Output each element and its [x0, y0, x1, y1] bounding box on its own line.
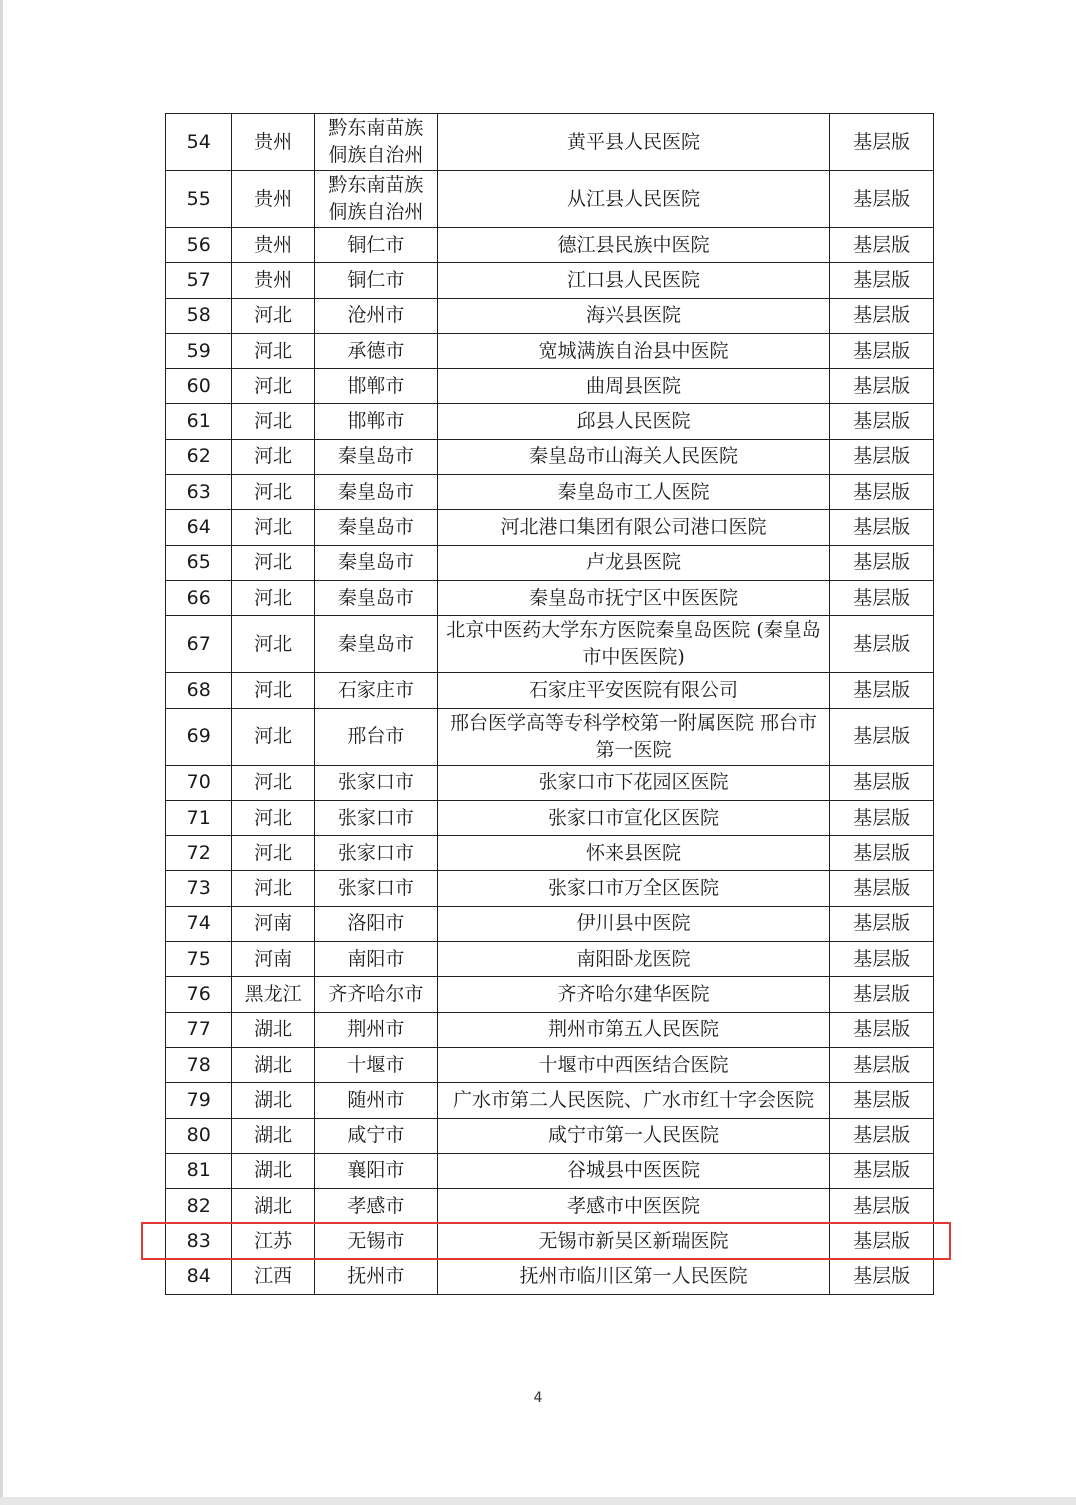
hospital-cell: 秦皇岛市山海关人民医院 — [437, 439, 830, 474]
province-cell: 河南 — [232, 906, 315, 941]
version-cell: 基层版 — [830, 673, 934, 708]
table-row — [166, 510, 934, 545]
hospital-cell: 张家口市下花园区医院 — [437, 765, 830, 800]
province-cell: 河北 — [232, 369, 315, 404]
city-cell: 孝感市 — [314, 1189, 437, 1224]
city-cell: 齐齐哈尔市 — [314, 977, 437, 1012]
hospital-cell: 无锡市新吴区新瑞医院 — [437, 1224, 830, 1259]
table-body — [166, 114, 934, 1295]
row-number: 81 — [166, 1153, 232, 1188]
table-row — [166, 1259, 934, 1294]
version-cell: 基层版 — [830, 263, 934, 298]
table-row — [166, 475, 934, 510]
table-row — [166, 1083, 934, 1118]
row-number: 72 — [166, 836, 232, 871]
city-cell: 随州市 — [314, 1083, 437, 1118]
province-cell: 河北 — [232, 765, 315, 800]
row-number: 54 — [166, 114, 232, 171]
version-cell: 基层版 — [830, 1153, 934, 1188]
province-cell: 湖北 — [232, 1189, 315, 1224]
city-cell: 秦皇岛市 — [314, 616, 437, 673]
version-cell: 基层版 — [830, 906, 934, 941]
city-cell: 张家口市 — [314, 765, 437, 800]
city-cell: 秦皇岛市 — [314, 510, 437, 545]
table-row — [166, 1153, 934, 1188]
version-cell: 基层版 — [830, 404, 934, 439]
highlight-box — [141, 1222, 951, 1260]
city-cell: 荆州市 — [314, 1012, 437, 1047]
table-row — [166, 836, 934, 871]
table-row — [166, 708, 934, 765]
city-cell: 南阳市 — [314, 942, 437, 977]
hospital-cell: 邢台医学高等专科学校第一附属医院 邢台市第一医院 — [437, 708, 830, 765]
row-number: 60 — [166, 369, 232, 404]
province-cell: 河北 — [232, 510, 315, 545]
version-cell: 基层版 — [830, 871, 934, 906]
province-cell: 河北 — [232, 545, 315, 580]
province-cell: 河北 — [232, 836, 315, 871]
city-cell: 黔东南苗族侗族自治州 — [314, 114, 437, 171]
version-cell: 基层版 — [830, 708, 934, 765]
row-number: 78 — [166, 1047, 232, 1082]
table-row — [166, 369, 934, 404]
province-cell: 河南 — [232, 942, 315, 977]
version-cell: 基层版 — [830, 298, 934, 333]
city-cell: 洛阳市 — [314, 906, 437, 941]
hospital-cell: 张家口市宣化区医院 — [437, 800, 830, 835]
hospital-cell: 齐齐哈尔建华医院 — [437, 977, 830, 1012]
table-row — [166, 171, 934, 228]
row-number: 57 — [166, 263, 232, 298]
table-row — [166, 871, 934, 906]
city-cell: 张家口市 — [314, 871, 437, 906]
table-row — [166, 580, 934, 615]
city-cell: 铜仁市 — [314, 263, 437, 298]
city-cell: 抚州市 — [314, 1259, 437, 1294]
city-cell: 沧州市 — [314, 298, 437, 333]
version-cell: 基层版 — [830, 171, 934, 228]
row-number: 82 — [166, 1189, 232, 1224]
hospital-cell: 秦皇岛市抚宁区中医医院 — [437, 580, 830, 615]
version-cell: 基层版 — [830, 765, 934, 800]
row-number: 73 — [166, 871, 232, 906]
province-cell: 湖北 — [232, 1118, 315, 1153]
hospital-cell: 从江县人民医院 — [437, 171, 830, 228]
row-number: 55 — [166, 171, 232, 228]
city-cell: 邯郸市 — [314, 404, 437, 439]
hospital-cell: 德江县民族中医院 — [437, 228, 830, 263]
hospital-cell: 咸宁市第一人民医院 — [437, 1118, 830, 1153]
hospital-cell: 曲周县医院 — [437, 369, 830, 404]
version-cell: 基层版 — [830, 836, 934, 871]
province-cell: 贵州 — [232, 263, 315, 298]
row-number: 76 — [166, 977, 232, 1012]
version-cell: 基层版 — [830, 942, 934, 977]
province-cell: 河北 — [232, 708, 315, 765]
row-number: 65 — [166, 545, 232, 580]
table-row — [166, 673, 934, 708]
province-cell: 黑龙江 — [232, 977, 315, 1012]
hospital-list-table — [165, 113, 934, 1295]
city-cell: 邢台市 — [314, 708, 437, 765]
row-number: 80 — [166, 1118, 232, 1153]
row-number: 63 — [166, 475, 232, 510]
province-cell: 河北 — [232, 333, 315, 368]
hospital-cell: 广水市第二人民医院、广水市红十字会医院 — [437, 1083, 830, 1118]
hospital-cell: 河北港口集团有限公司港口医院 — [437, 510, 830, 545]
city-cell: 张家口市 — [314, 800, 437, 835]
hospital-cell: 荆州市第五人民医院 — [437, 1012, 830, 1047]
hospital-cell: 秦皇岛市工人医院 — [437, 475, 830, 510]
page-number: 4 — [533, 1390, 543, 1406]
table-row — [166, 228, 934, 263]
hospital-cell: 伊川县中医院 — [437, 906, 830, 941]
version-cell: 基层版 — [830, 545, 934, 580]
table-row — [166, 1118, 934, 1153]
version-cell: 基层版 — [830, 114, 934, 171]
city-cell: 咸宁市 — [314, 1118, 437, 1153]
city-cell: 黔东南苗族侗族自治州 — [314, 171, 437, 228]
city-cell: 邯郸市 — [314, 369, 437, 404]
table-row — [166, 765, 934, 800]
row-number: 58 — [166, 298, 232, 333]
hospital-cell: 黄平县人民医院 — [437, 114, 830, 171]
row-number: 56 — [166, 228, 232, 263]
version-cell: 基层版 — [830, 1012, 934, 1047]
city-cell: 襄阳市 — [314, 1153, 437, 1188]
version-cell: 基层版 — [830, 1189, 934, 1224]
hospital-cell: 孝感市中医医院 — [437, 1189, 830, 1224]
version-cell: 基层版 — [830, 228, 934, 263]
city-cell: 承德市 — [314, 333, 437, 368]
table-row — [166, 545, 934, 580]
version-cell: 基层版 — [830, 510, 934, 545]
hospital-cell: 十堰市中西医结合医院 — [437, 1047, 830, 1082]
city-cell: 十堰市 — [314, 1047, 437, 1082]
page-bottom-edge — [0, 1497, 1076, 1505]
hospital-cell: 谷城县中医医院 — [437, 1153, 830, 1188]
table-row — [166, 404, 934, 439]
province-cell: 河北 — [232, 871, 315, 906]
version-cell: 基层版 — [830, 1224, 934, 1259]
province-cell: 贵州 — [232, 114, 315, 171]
table-row — [166, 616, 934, 673]
city-cell: 秦皇岛市 — [314, 545, 437, 580]
city-cell: 铜仁市 — [314, 228, 437, 263]
version-cell: 基层版 — [830, 439, 934, 474]
row-number: 59 — [166, 333, 232, 368]
province-cell: 湖北 — [232, 1083, 315, 1118]
province-cell: 贵州 — [232, 228, 315, 263]
hospital-cell: 宽城满族自治县中医院 — [437, 333, 830, 368]
version-cell: 基层版 — [830, 977, 934, 1012]
city-cell: 秦皇岛市 — [314, 475, 437, 510]
row-number: 75 — [166, 942, 232, 977]
row-number: 64 — [166, 510, 232, 545]
row-number: 71 — [166, 800, 232, 835]
row-number: 77 — [166, 1012, 232, 1047]
table-row — [166, 906, 934, 941]
province-cell: 河北 — [232, 298, 315, 333]
row-number: 67 — [166, 616, 232, 673]
version-cell: 基层版 — [830, 1083, 934, 1118]
hospital-cell: 怀来县医院 — [437, 836, 830, 871]
hospital-cell: 邱县人民医院 — [437, 404, 830, 439]
province-cell: 河北 — [232, 800, 315, 835]
table-row — [166, 800, 934, 835]
hospital-cell: 北京中医药大学东方医院秦皇岛医院 (秦皇岛市中医医院) — [437, 616, 830, 673]
row-number: 70 — [166, 765, 232, 800]
province-cell: 湖北 — [232, 1012, 315, 1047]
province-cell: 河北 — [232, 475, 315, 510]
row-number: 68 — [166, 673, 232, 708]
hospital-cell: 南阳卧龙医院 — [437, 942, 830, 977]
table-row — [166, 298, 934, 333]
hospital-cell: 江口县人民医院 — [437, 263, 830, 298]
row-number: 61 — [166, 404, 232, 439]
hospital-cell: 抚州市临川区第一人民医院 — [437, 1259, 830, 1294]
table-row — [166, 263, 934, 298]
table-row — [166, 1012, 934, 1047]
province-cell: 贵州 — [232, 171, 315, 228]
row-number: 66 — [166, 580, 232, 615]
version-cell: 基层版 — [830, 475, 934, 510]
page-edge — [0, 0, 3, 1505]
table-row — [166, 439, 934, 474]
row-number: 74 — [166, 906, 232, 941]
city-cell: 张家口市 — [314, 836, 437, 871]
province-cell: 河北 — [232, 673, 315, 708]
province-cell: 河北 — [232, 580, 315, 615]
version-cell: 基层版 — [830, 1047, 934, 1082]
row-number: 69 — [166, 708, 232, 765]
version-cell: 基层版 — [830, 369, 934, 404]
version-cell: 基层版 — [830, 333, 934, 368]
province-cell: 江苏 — [232, 1224, 315, 1259]
table-row — [166, 1189, 934, 1224]
version-cell: 基层版 — [830, 1259, 934, 1294]
table-row — [166, 942, 934, 977]
city-cell: 无锡市 — [314, 1224, 437, 1259]
province-cell: 河北 — [232, 404, 315, 439]
row-number: 62 — [166, 439, 232, 474]
city-cell: 秦皇岛市 — [314, 580, 437, 615]
hospital-cell: 卢龙县医院 — [437, 545, 830, 580]
city-cell: 秦皇岛市 — [314, 439, 437, 474]
table-row — [166, 977, 934, 1012]
province-cell: 河北 — [232, 439, 315, 474]
hospital-cell: 海兴县医院 — [437, 298, 830, 333]
province-cell: 河北 — [232, 616, 315, 673]
province-cell: 江西 — [232, 1259, 315, 1294]
hospital-cell: 石家庄平安医院有限公司 — [437, 673, 830, 708]
version-cell: 基层版 — [830, 800, 934, 835]
version-cell: 基层版 — [830, 616, 934, 673]
table-row — [166, 114, 934, 171]
province-cell: 湖北 — [232, 1047, 315, 1082]
row-number: 84 — [166, 1259, 232, 1294]
table-row — [166, 333, 934, 368]
city-cell: 石家庄市 — [314, 673, 437, 708]
table-row — [166, 1047, 934, 1082]
version-cell: 基层版 — [830, 1118, 934, 1153]
province-cell: 湖北 — [232, 1153, 315, 1188]
row-number: 83 — [166, 1224, 232, 1259]
version-cell: 基层版 — [830, 580, 934, 615]
row-number: 79 — [166, 1083, 232, 1118]
hospital-cell: 张家口市万全区医院 — [437, 871, 830, 906]
